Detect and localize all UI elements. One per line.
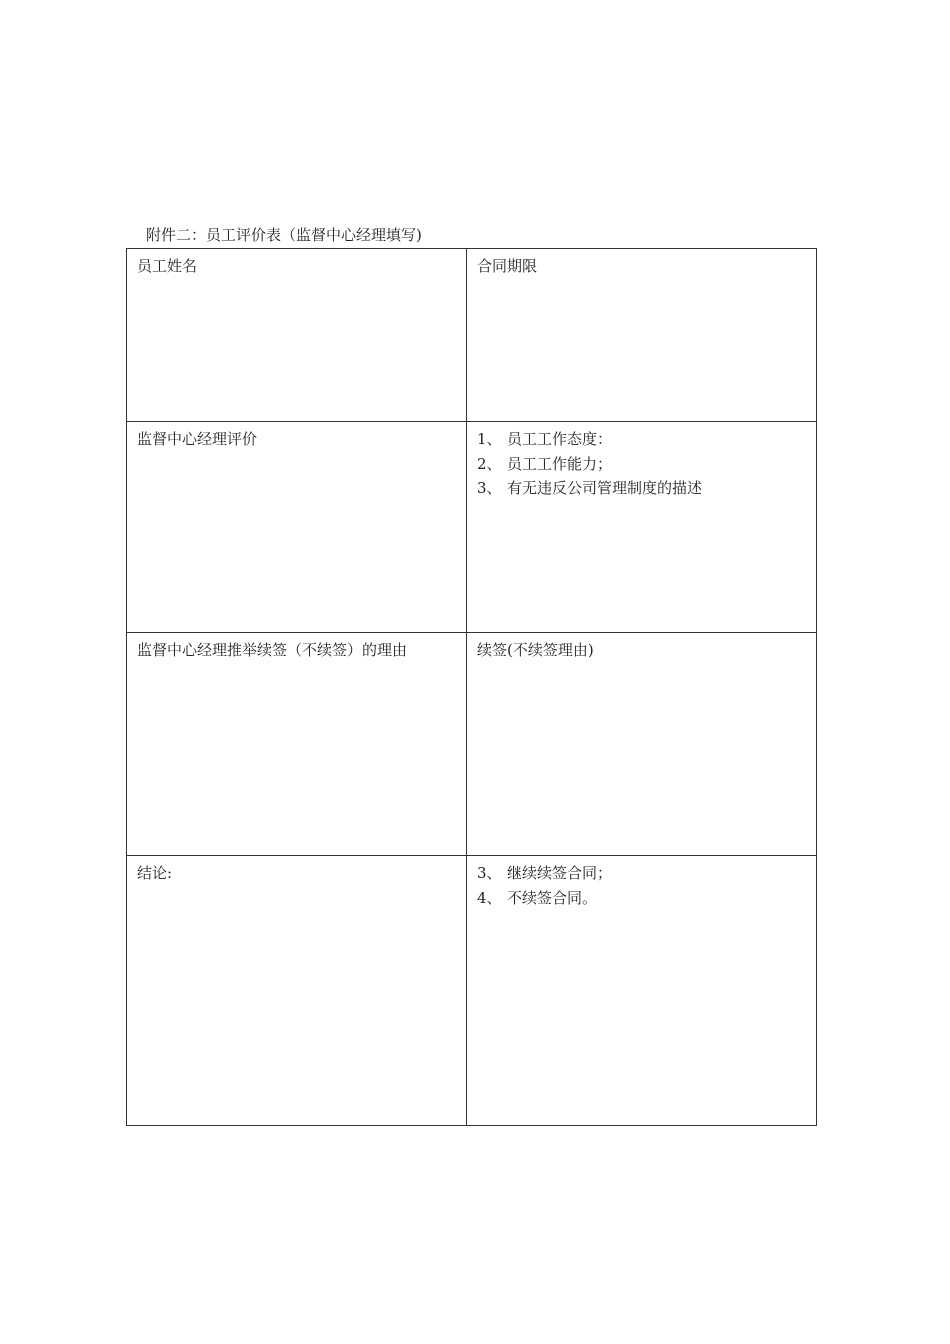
item-number: 1、 (477, 430, 502, 448)
renewal-reason-label: 监督中心经理推举续签（不续签）的理由 (137, 641, 408, 659)
contract-term-label: 合同期限 (477, 257, 538, 275)
table-row (127, 249, 817, 422)
list-item (477, 886, 806, 911)
employee-name-label: 员工姓名 (137, 257, 198, 275)
manager-evaluation-label: 监督中心经理评价 (137, 430, 258, 448)
item-number: 3、 (477, 479, 502, 497)
document-title: 附件二：员工评价表（监督中心经理填写) (146, 226, 422, 244)
item-number: 3、 (477, 864, 502, 882)
evaluation-items-cell[interactable] (467, 422, 817, 633)
item-number: 2、 (477, 454, 502, 473)
renewal-reason-text: 续签(不续签理由) (477, 641, 594, 659)
renewal-reason-label-cell (127, 633, 467, 856)
contract-term-cell[interactable] (467, 249, 817, 422)
item-text: 员工工作态度： (507, 430, 613, 448)
list-item (477, 452, 806, 477)
employee-name-label-cell (127, 249, 467, 422)
table-row (127, 856, 817, 1126)
conclusion-label: 结论: (137, 864, 173, 882)
conclusion-label-cell (127, 856, 467, 1126)
employee-evaluation-table (126, 248, 817, 1126)
list-item (477, 476, 806, 501)
renewal-reason-cell[interactable] (467, 633, 817, 856)
conclusion-options-cell[interactable] (467, 856, 817, 1126)
table-row (127, 633, 817, 856)
list-item (477, 861, 806, 886)
item-text: 继续续签合同； (507, 864, 613, 882)
manager-evaluation-label-cell (127, 422, 467, 633)
item-text: 员工工作能力； (507, 454, 613, 473)
list-item (477, 427, 806, 452)
item-text: 有无违反公司管理制度的描述 (507, 479, 703, 497)
item-number: 4、 (477, 888, 502, 907)
item-text: 不续签合同。 (507, 888, 598, 907)
table-row (127, 422, 817, 633)
